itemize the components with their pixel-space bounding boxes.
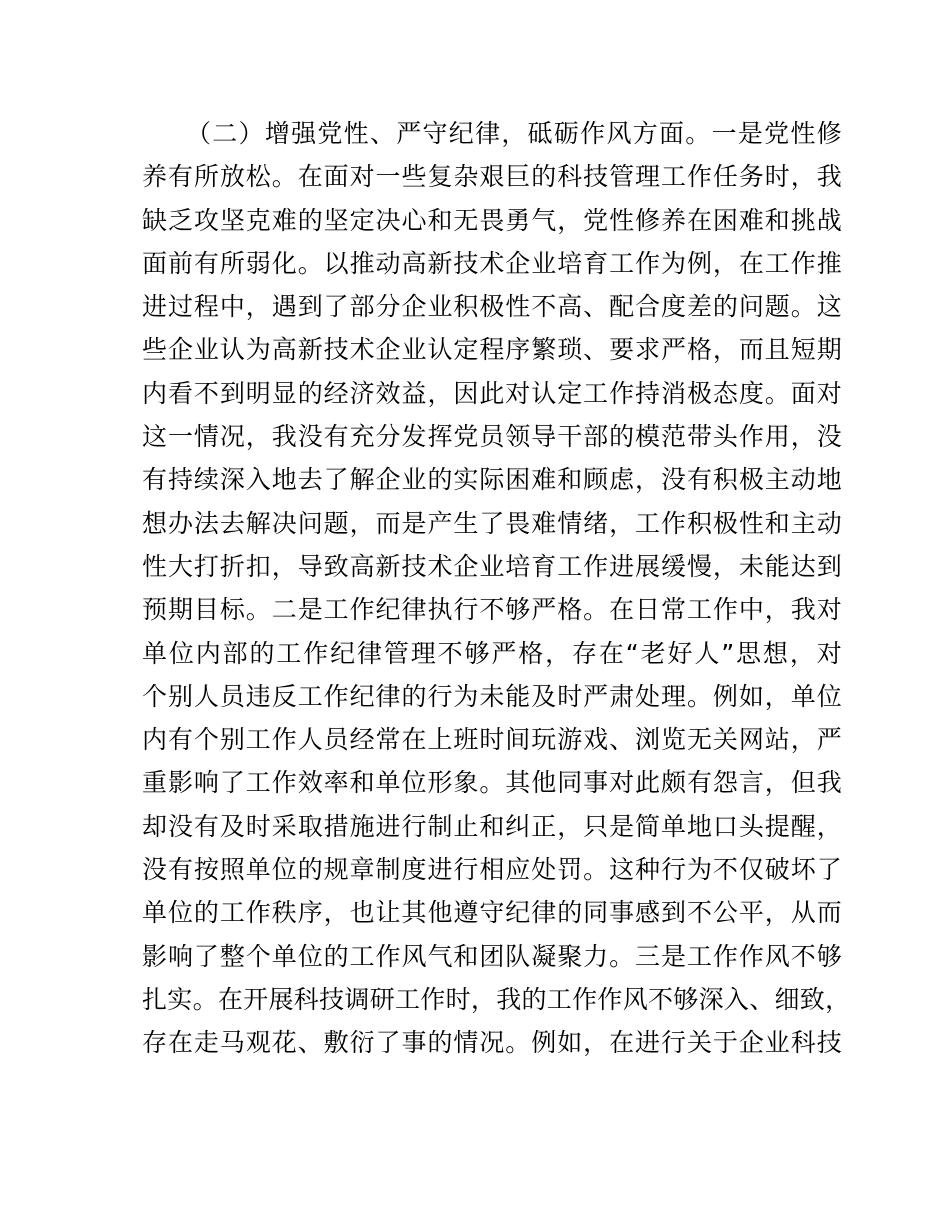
paragraph-line-12: 预期目标。二是工作纪律执行不够严格。在日常工作中，我对 [142,595,842,625]
paragraph-line-2: 养有所放松。在面对一些复杂艰巨的科技管理工作任务时，我 [142,162,842,192]
paragraph-line-10: 想办法去解决问题，而是产生了畏难情绪，工作积极性和主动 [142,508,842,538]
paragraph-line-20: 影响了整个单位的工作风气和团队凝聚力。三是工作作风不够 [142,941,842,971]
paragraph-line-19: 单位的工作秩序，也让其他遵守纪律的同事感到不公平，从而 [142,898,842,928]
paragraph-line-14: 个别人员违反工作纪律的行为未能及时严肃处理。例如，单位 [142,681,842,711]
paragraph-line-9: 有持续深入地去了解企业的实际困难和顾虑，没有积极主动地 [142,465,842,495]
paragraph-line-22: 存在走马观花、敷衍了事的情况。例如，在进行关于企业科技 [142,1028,842,1058]
paragraph-line-16: 重影响了工作效率和单位形象。其他同事对此颇有怨言，但我 [142,768,842,798]
paragraph-line-13: 单位内部的工作纪律管理不够严格，存在“老好人”思想，对 [142,638,842,668]
paragraph-line-4: 面前有所弱化。以推动高新技术企业培育工作为例，在工作推 [142,248,842,278]
body-paragraph [142,112,851,1065]
paragraph-line-5: 进过程中，遇到了部分企业积极性不高、配合度差的问题。这 [142,292,842,322]
paragraph-line-15: 内有个别工作人员经常在上班时间玩游戏、浏览无关网站，严 [142,725,842,755]
paragraph-line-18: 没有按照单位的规章制度进行相应处罚。这种行为不仅破坏了 [142,855,842,885]
paragraph-line-11: 性大打折扣，导致高新技术企业培育工作进展缓慢，未能达到 [142,551,842,581]
paragraph-line-8: 这一情况，我没有充分发挥党员领导干部的模范带头作用，没 [142,422,842,452]
paragraph-line-6: 些企业认为高新技术企业认定程序繁琐、要求严格，而且短期 [142,335,842,365]
paragraph-line-1: （二）增强党性、严守纪律，砥砺作风方面。一是党性修 [186,119,842,148]
paragraph-line-7: 内看不到明显的经济效益，因此对认定工作持消极态度。面对 [142,378,842,408]
paragraph-line-3: 缺乏攻坚克难的坚定决心和无畏勇气，党性修养在困难和挑战 [142,205,842,235]
paragraph-line-17: 却没有及时采取措施进行制止和纠正，只是简单地口头提醒， [142,811,842,841]
paragraph-line-21: 扎实。在开展科技调研工作时，我的工作作风不够深入、细致， [142,984,851,1014]
